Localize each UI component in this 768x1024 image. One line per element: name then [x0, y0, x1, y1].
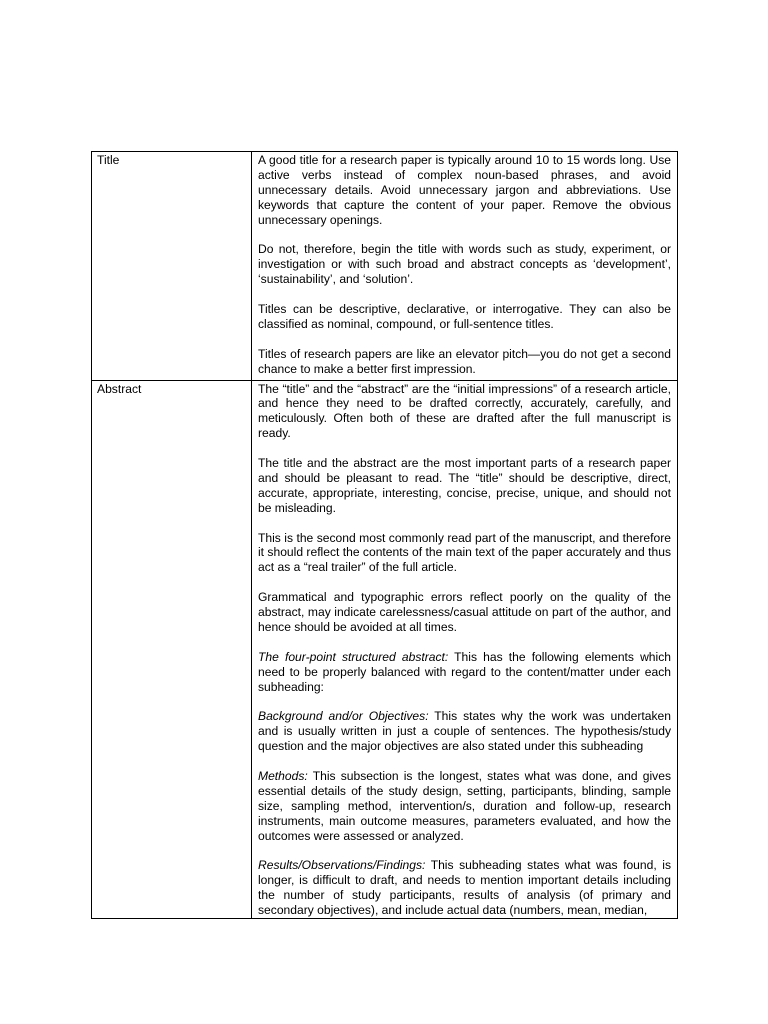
row-content [252, 380, 678, 919]
table-row-title [92, 152, 678, 381]
paragraph-text: Grammatical and typographic errors reflect poorly on the quality of the abstract, may indicate carelessness/casual attitude on part of the author, and hence should be avoided at all times. [258, 590, 671, 634]
paragraph-text: The “title” and the “abstract” are the “initial impressions” of a research article, and hence they need to be drafted correctly, accurately, carefully, and meticulously. Often both of these are drafted after the full manuscript is ready. [258, 381, 671, 441]
paragraph [258, 382, 671, 442]
table-row-abstract [92, 380, 678, 919]
row-label: Abstract [92, 380, 252, 919]
paragraph-text: This subsection is the longest, states what was done, and gives essential details of the study design, setting, participants, blinding, sample size, sampling method, intervention/s, duration and follow-up, research instruments, main outcome measures, parameters evaluated, and how the outcomes were assessed or analyzed. [258, 769, 671, 843]
paragraph-text: The title and the abstract are the most important parts of a research paper and should be pleasant to read. The “title” should be descriptive, direct, accurate, appropriate, interesting, concise, precise, unique, and should not be misleading. [258, 456, 671, 515]
paragraph-text: A good title for a research paper is typically around 10 to 15 words long. Use active verbs instead of complex noun-based phrases, and avoid unnecessary details. Avoid unnecessary jargon and abbreviations. Use keywords that capture the content of your paper. Remove the obvious unnecessary openings. [258, 153, 671, 227]
paragraph-text: This states why the work was undertaken and is usually written in just a couple of sentences. The hypothesis/study question and the major objectives are also stated under this subheading [258, 709, 671, 754]
paragraph [258, 709, 671, 754]
paragraph-lead: Results/Observations/Findings: [258, 858, 426, 873]
paragraph-lead: The four-point structured abstract: [258, 649, 449, 664]
paragraph [258, 302, 671, 332]
paragraph [258, 347, 671, 377]
paragraph [258, 858, 671, 918]
paragraph-lead: Methods: [258, 769, 308, 784]
paragraph [258, 531, 671, 576]
paragraph-text: This has the following elements which need to be properly balanced with regard to the content/matter under each subheading: [258, 649, 671, 694]
paragraph-lead: Background and/or Objectives: [258, 709, 429, 724]
paragraph [258, 242, 671, 287]
paragraph [258, 650, 671, 695]
paragraph-text: Titles can be descriptive, declarative, or interrogative. They can also be classified as nominal, compound, or full-sentence titles. [258, 302, 671, 331]
paragraph [258, 456, 671, 516]
content-table [91, 151, 678, 919]
paragraph-text: This is the second most commonly read part of the manuscript, and therefore it should reflect the contents of the main text of the paper accurately and thus act as a “real trailer” of the full article. [258, 530, 671, 575]
row-content [252, 152, 678, 381]
paragraph-text: This subheading states what was found, is longer, is difficult to draft, and needs to mention important details including the number of study participants, results of analysis (of primary and secondary objectives), and include actual data (numbers, mean, median, [258, 858, 671, 918]
paragraph [258, 153, 671, 228]
paragraph [258, 769, 671, 844]
row-label: Title [92, 152, 252, 381]
paragraph [258, 590, 671, 635]
paragraph-text: Titles of research papers are like an elevator pitch—you do not get a second chance to make a better first impression. [258, 346, 671, 376]
paragraph-text: Do not, therefore, begin the title with words such as study, experiment, or investigation or with such broad and abstract concepts as ‘development’, ‘sustainability’, and ‘solution’. [258, 242, 671, 287]
